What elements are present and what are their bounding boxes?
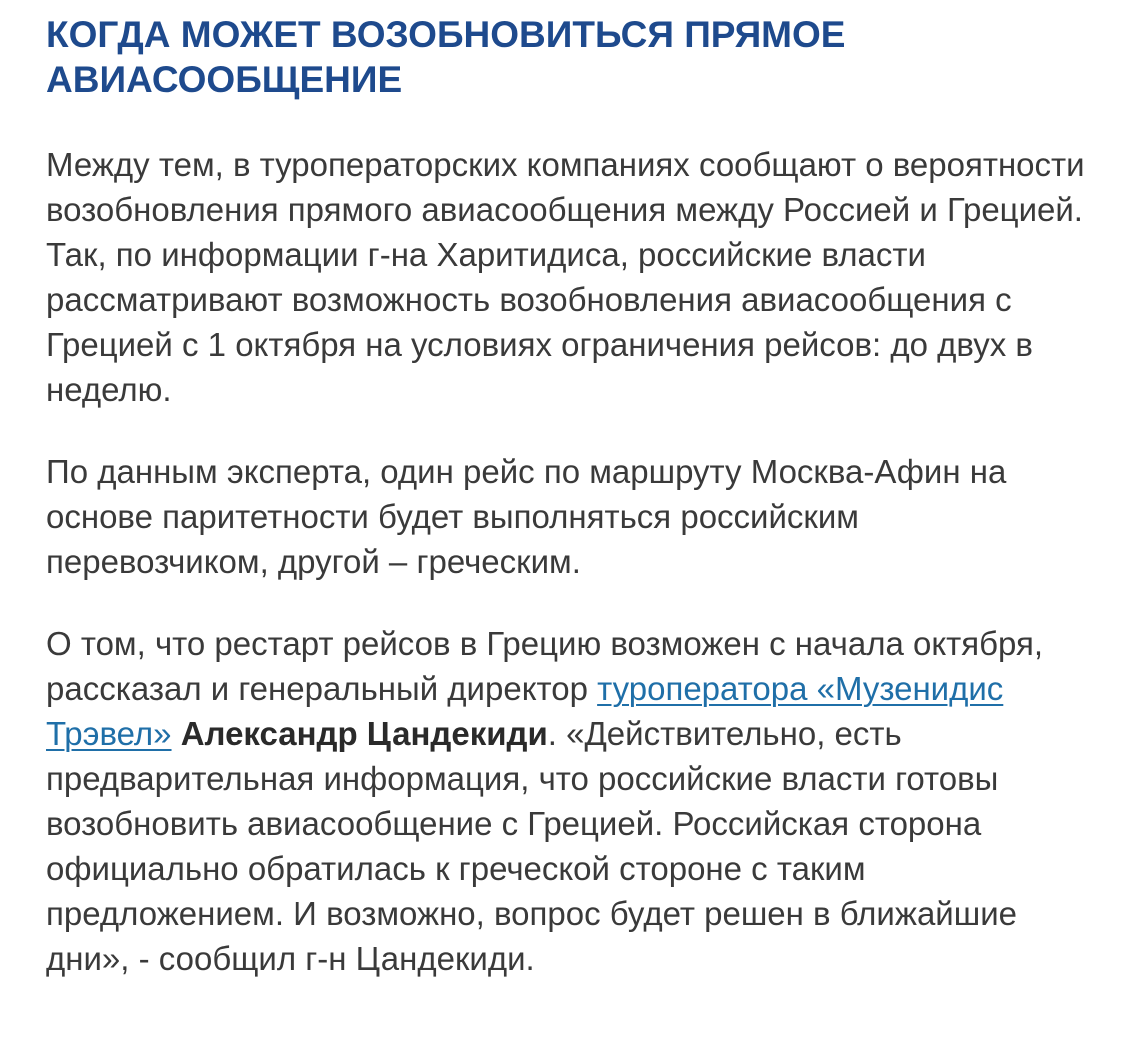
quote-text: «Действительно, есть предварительная информация, что российские власти готовы возобновить авиасообщение с Грецией. Российская сторона официально обратилась к греческой стороне с таким предложением. И возможно, вопрос будет решен в ближайшие дни», - сообщил г-н Цандекиди. <box>46 715 1017 977</box>
paragraph-director-quote <box>46 621 1086 981</box>
paragraph-flight-resumption: Между тем, в туроператорских компаниях сообщают о вероятности возобновления прямого авиасообщения между Россией и Грецией. Так, по информации г-на Харитидиса, российские власти рассматривают возможность возобновления авиасообщения с Грецией с 1 октября на условиях ограничения рейсов: до двух в неделю. <box>46 146 1085 408</box>
article-body <box>46 12 1086 981</box>
section-heading: КОГДА МОЖЕТ ВОЗОБНОВИТЬСЯ ПРЯМОЕ АВИАСООБЩЕНИЕ <box>46 14 846 100</box>
space-text <box>172 715 181 752</box>
paragraph-intro-text: О том, что рестарт рейсов в Грецию возможен с начала октября, рассказал и генеральный директор <box>46 625 1044 707</box>
period-text: . <box>547 715 557 752</box>
person-name: Александр Цандекиди <box>180 715 548 752</box>
tour-operator-link[interactable]: туроператора «Музенидис Трэвел» <box>46 670 1004 752</box>
paragraph-expert-data: По данным эксперта, один рейс по маршруту Москва-Афин на основе паритетности будет выполняться российским перевозчиком, другой – греческим. <box>46 453 1007 580</box>
